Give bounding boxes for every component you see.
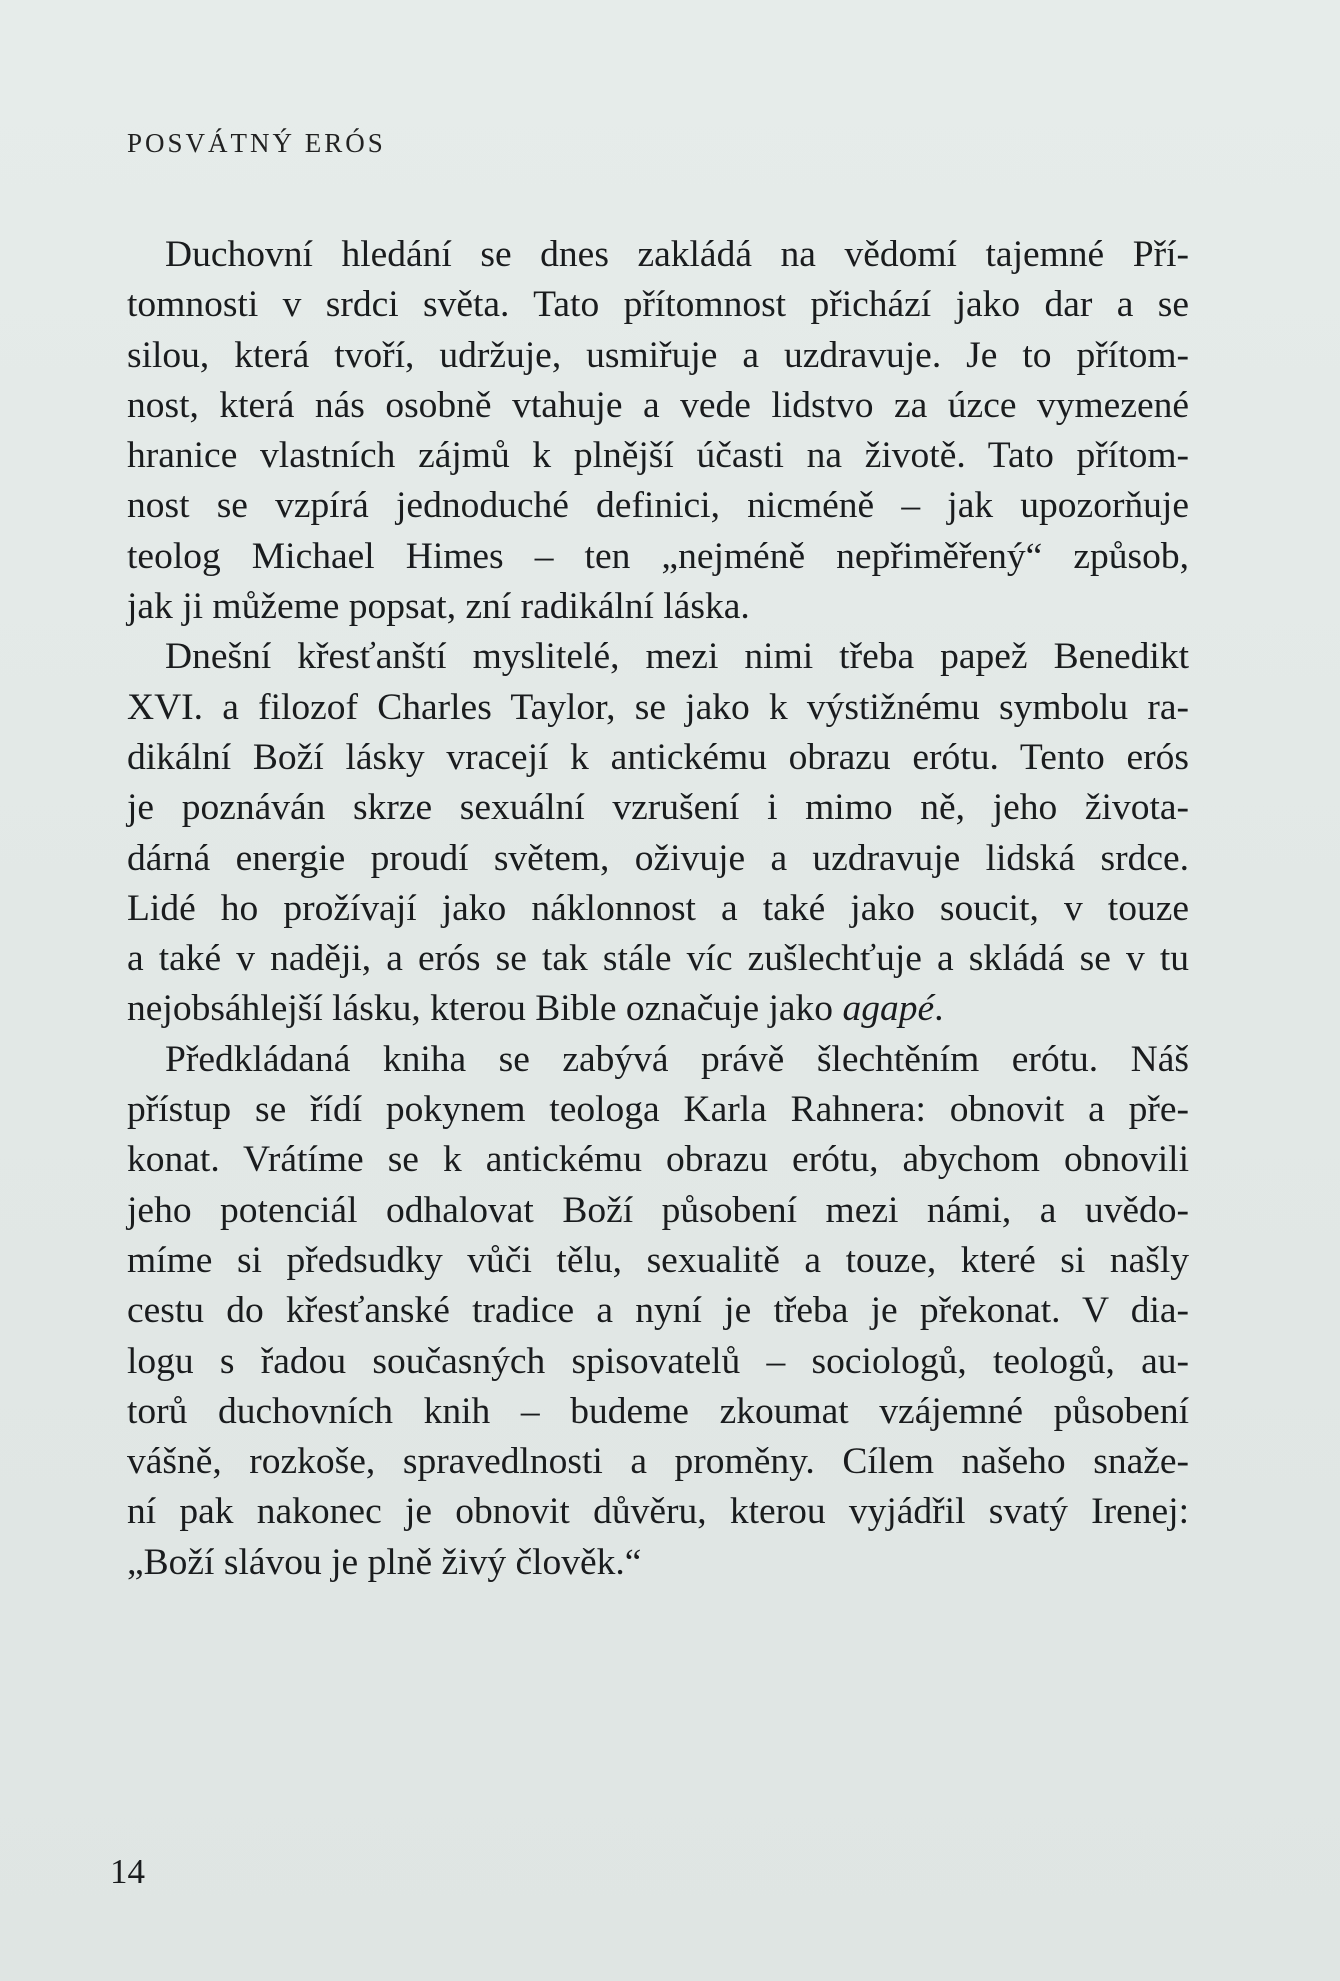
text-line: cestu do křesťanské tradice a nyní je třeba je překonat. V dia-	[127, 1290, 1189, 1332]
text-line: Dnešní křesťanští myslitelé, mezi nimi třeba papež Benedikt	[165, 636, 1189, 678]
text-line-tail: .	[934, 988, 944, 1030]
running-head: POSVÁTNÝ ERÓS	[127, 128, 386, 158]
text-line: míme si předsudky vůči tělu, sexualitě a touze, které si našly	[127, 1239, 1189, 1281]
text-line: dárná energie proudí světem, oživuje a uzdravuje lidská srdce.	[127, 837, 1189, 879]
text-line: a také v naději, a erós se tak stále víc zušlechťuje a skládá se v tu	[127, 938, 1189, 980]
text-line: logu s řadou současných spisovatelů – sociologů, teologů, au-	[127, 1340, 1189, 1382]
text-line: je poznáván skrze sexuální vzrušení i mimo ně, jeho života-	[127, 787, 1189, 829]
text-line: hranice vlastních zájmů k plnější účasti na životě. Tato přítom-	[127, 435, 1189, 477]
text-line: přístup se řídí pokynem teologa Karla Rahnera: obnovit a pře-	[127, 1089, 1189, 1131]
body-text	[127, 230, 1189, 1588]
text-line: silou, která tvoří, udržuje, usmiřuje a uzdravuje. Je to přítom-	[127, 334, 1189, 376]
text-line: torů duchovních knih – budeme zkoumat vzájemné působení	[127, 1390, 1189, 1432]
text-line: tomnosti v srdci světa. Tato přítomnost přichází jako dar a se	[127, 284, 1189, 326]
text-line: jak ji můžeme popsat, zní radikální láska.	[127, 586, 750, 628]
text-line: vášně, rozkoše, spravedlnosti a proměny. Cílem našeho snaže-	[127, 1441, 1189, 1483]
text-line: jeho potenciál odhalovat Boží působení mezi námi, a uvědo-	[127, 1189, 1189, 1231]
text-line: Lidé ho prožívají jako náklonnost a také jako soucit, v touze	[127, 887, 1189, 929]
text-line-lead: nejobsáhlejší lásku, kterou Bible označuje jako	[127, 988, 834, 1030]
page-number: 14	[110, 1852, 145, 1891]
text-line: XVI. a filozof Charles Taylor, se jako k výstižnému symbolu ra-	[127, 686, 1189, 728]
text-line: nost se vzpírá jednoduché definici, nicméně – jak upozorňuje	[127, 485, 1189, 527]
text-line: teolog Michael Himes – ten „nejméně nepřiměřený“ způsob,	[127, 535, 1189, 577]
text-line: dikální Boží lásky vracejí k antickému obrazu erótu. Tento erós	[127, 736, 1189, 778]
text-line: nost, která nás osobně vtahuje a vede lidstvo za úzce vymezené	[127, 384, 1189, 426]
text-line: „Boží slávou je plně živý člověk.“	[127, 1541, 642, 1583]
italic-term: agapé	[842, 988, 935, 1030]
text-line: Duchovní hledání se dnes zakládá na vědomí tajemné Pří-	[165, 234, 1189, 275]
text-line-with-italic	[127, 984, 1189, 1034]
text-line: konat. Vrátíme se k antickému obrazu erótu, abychom obnovili	[127, 1139, 1189, 1181]
text-line: ní pak nakonec je obnovit důvěru, kterou vyjádřil svatý Irenej:	[127, 1491, 1189, 1533]
text-line: Předkládaná kniha se zabývá právě šlechtěním erótu. Náš	[165, 1038, 1189, 1080]
